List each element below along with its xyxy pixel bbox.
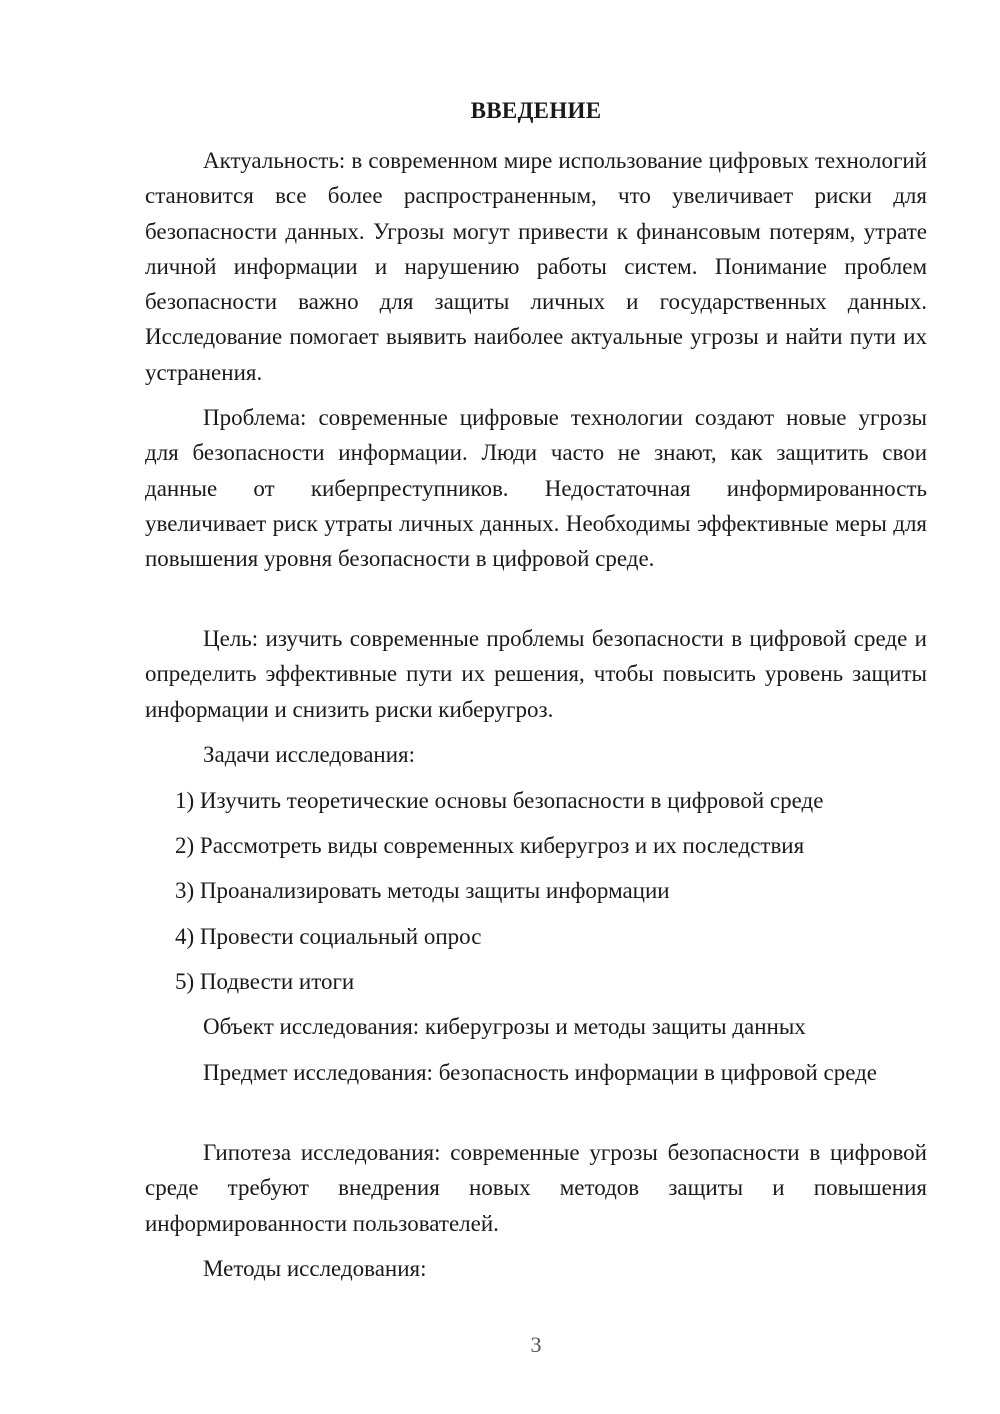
task-item: 1) Изучить теоретические основы безопасности в цифровой среде bbox=[175, 788, 824, 813]
task-item: 2) Рассмотреть виды современных киберугроз и их последствия bbox=[175, 833, 805, 858]
task-item: 5) Подвести итоги bbox=[175, 969, 355, 994]
methods-label: Методы исследования: bbox=[203, 1256, 427, 1281]
relevance-paragraph: Актуальность: в современном мире использование цифровых технологий становится все более распространенным, что увеличивает риски для безопасности данных. Угрозы могут привести к финансовым потерям, утрате личной информации и нарушению работы систем. Понимание проблем безопасности важно для защиты личных и государственных данных. Исследование помогает выявить наиболее актуальные угрозы и найти пути их устранения. bbox=[145, 148, 927, 385]
goal-paragraph: Цель: изучить современные проблемы безопасности в цифровой среде и определить эффективные пути их решения, чтобы повысить уровень защиты информации и снизить риски киберугроз. bbox=[145, 626, 927, 722]
page-number: 3 bbox=[530, 1332, 542, 1357]
object-line: Объект исследования: киберугрозы и методы защиты данных bbox=[203, 1014, 806, 1039]
subject-paragraph: Предмет исследования: безопасность информации в цифровой среде bbox=[203, 1060, 878, 1085]
task-item: 4) Провести социальный опрос bbox=[175, 924, 482, 949]
hypothesis-paragraph: Гипотеза исследования: современные угрозы безопасности в цифровой среде требуют внедрения новых методов защиты и повышения информированности пользователей. bbox=[145, 1140, 927, 1236]
task-item: 3) Проанализировать методы защиты информации bbox=[175, 878, 670, 903]
page-title: ВВЕДЕНИЕ bbox=[470, 98, 602, 123]
tasks-label: Задачи исследования: bbox=[203, 742, 416, 767]
problem-paragraph: Проблема: современные цифровые технологии создают новые угрозы для безопасности информации. Люди часто не знают, как защитить свои данные от киберпреступников. Недостаточная информированность увеличивает риск утраты личных данных. Необходимы эффективные меры для повышения уровня безопасности в цифровой среде. bbox=[145, 405, 927, 572]
